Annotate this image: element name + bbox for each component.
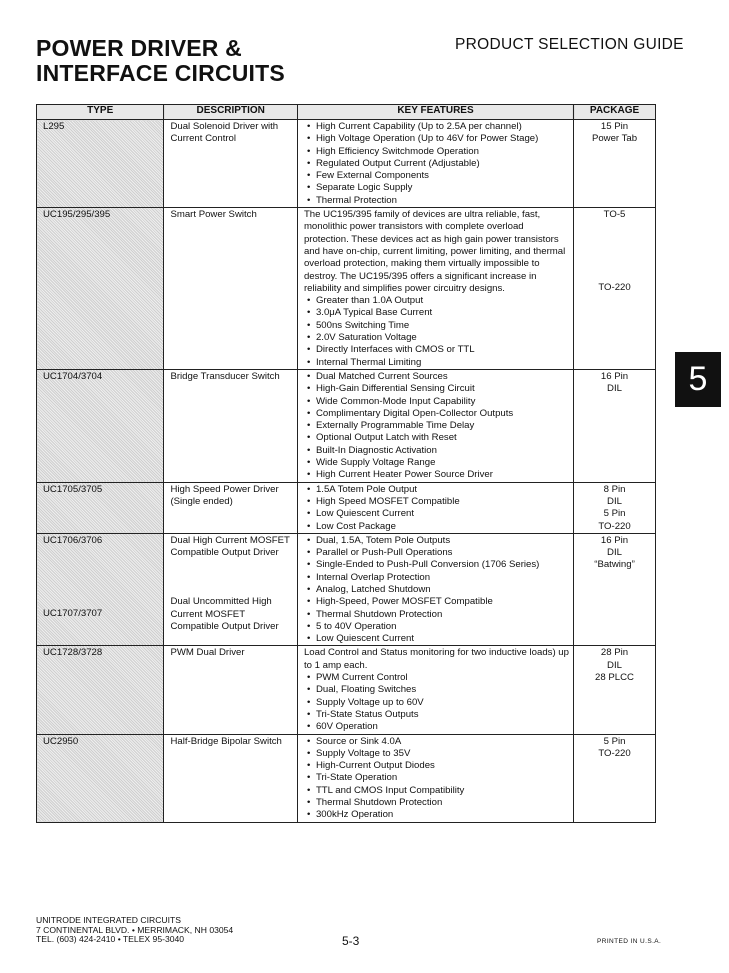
- feature-item: • Few External Components: [304, 170, 569, 182]
- feature-item: • Wide Supply Voltage Range: [304, 457, 569, 469]
- feature-item: • Complimentary Digital Open-Collector Outputs: [304, 408, 569, 420]
- package-cell: [574, 208, 656, 370]
- feature-intro: Load Control and Status monitoring for two inductive loads) up to 1 amp each.: [303, 647, 569, 671]
- description-cell: Half-Bridge Bipolar Switch: [164, 734, 298, 822]
- feature-item: • High Speed MOSFET Compatible: [304, 496, 569, 508]
- feature-item: • Low Quiescent Current: [304, 508, 569, 520]
- feature-item: • High Voltage Operation (Up to 46V for Power Stage): [304, 133, 569, 145]
- feature-item: • High Current Heater Power Source Driver: [304, 469, 569, 481]
- package-line: 16 Pin: [600, 370, 629, 382]
- features-cell: [297, 120, 573, 208]
- table-row: [37, 482, 656, 533]
- header-description: DESCRIPTION: [164, 105, 298, 120]
- type-cell: UC1704/3704: [37, 369, 164, 482]
- feature-item: • Tri-State Status Outputs: [304, 709, 569, 721]
- description-cell: High Speed Power Driver (Single ended): [164, 482, 298, 533]
- type-cell: L295: [37, 120, 164, 208]
- feature-item: • 500ns Switching Time: [304, 320, 569, 332]
- package-line: 16 Pin: [600, 534, 629, 546]
- feature-item: • Analog, Latched Shutdown: [304, 584, 569, 596]
- package-line: TO-220: [598, 520, 631, 532]
- feature-item: • 3.0μA Typical Base Current: [304, 307, 569, 319]
- feature-item: • Externally Programmable Time Delay: [304, 420, 569, 432]
- type-cell: UC195/295/395: [37, 208, 164, 370]
- table-row: [37, 369, 656, 482]
- features-cell: [297, 208, 573, 370]
- feature-item: • Low Quiescent Current: [304, 633, 569, 645]
- features-cell: [297, 646, 573, 734]
- feature-item: • TTL and CMOS Input Compatibility: [304, 785, 569, 797]
- page-title: [36, 36, 285, 86]
- product-selection-table: [36, 104, 656, 823]
- feature-item: • Supply Voltage to 35V: [304, 748, 569, 760]
- feature-item: • High Current Capability (Up to 2.5A per channel): [304, 121, 569, 133]
- package-line: DIL: [607, 495, 622, 507]
- package-line: 28 PLCC: [595, 672, 634, 684]
- type-secondary: UC1707/3707: [43, 608, 103, 620]
- feature-item: • Internal Thermal Limiting: [304, 357, 569, 369]
- description-cell: Dual Solenoid Driver with Current Control: [164, 120, 298, 208]
- feature-item: • Thermal Shutdown Protection: [304, 609, 569, 621]
- description-cell: [164, 533, 298, 646]
- package-line: Power Tab: [591, 133, 638, 145]
- package-line: TO-5: [603, 209, 626, 221]
- footer-company: UNITRODE INTEGRATED CIRCUITS: [36, 915, 181, 925]
- package-line: 28 Pin: [600, 647, 629, 659]
- package-line: 5 Pin: [603, 735, 626, 747]
- feature-item: • Dual, 1.5A, Totem Pole Outputs: [304, 535, 569, 547]
- table-row: [37, 646, 656, 734]
- table-row: [37, 533, 656, 646]
- feature-item: • Dual Matched Current Sources: [304, 371, 569, 383]
- feature-item: • Regulated Output Current (Adjustable): [304, 158, 569, 170]
- feature-item: • Source or Sink 4.0A: [304, 736, 569, 748]
- printed-notice: PRINTED IN U.S.A.: [597, 938, 662, 945]
- feature-item: • Single-Ended to Push-Pull Conversion (1706 Series): [304, 559, 569, 571]
- feature-item: • Wide Common-Mode Input Capability: [304, 396, 569, 408]
- footer-address: 7 CONTINENTAL BLVD. • MERRIMACK, NH 03054: [36, 924, 234, 935]
- header-key-features: KEY FEATURES: [297, 105, 573, 120]
- type-cell: [37, 533, 164, 646]
- feature-item: • Greater than 1.0A Output: [304, 295, 569, 307]
- section-tab: 5: [675, 352, 721, 407]
- type-cell: UC1728/3728: [37, 646, 164, 734]
- feature-item: • Directly Interfaces with CMOS or TTL: [304, 344, 569, 356]
- page-subtitle: PRODUCT SELECTION GUIDE: [455, 36, 684, 53]
- description-secondary: Dual Uncommitted High Current MOSFET Compatible Output Driver: [170, 596, 279, 632]
- title-line-1: POWER DRIVER &: [36, 35, 242, 61]
- page-number: 5-3: [342, 934, 360, 948]
- package-cell: [574, 646, 656, 734]
- package-line: TO-220: [598, 282, 631, 294]
- feature-item: • Parallel or Push-Pull Operations: [304, 547, 569, 559]
- type-cell: UC1705/3705: [37, 482, 164, 533]
- feature-intro: The UC195/395 family of devices are ultra reliable, fast, monolithic power transistors with complete overload protection. These devices act as high gain power transistors and have on-chip, current limiting, power limiting, and thermal overload protection, making them virtually impossible to destroy. The UC195/395 offers a significant increase in reliability and simplifies power circuitry designs.: [303, 209, 566, 294]
- feature-item: • 2.0V Saturation Voltage: [304, 332, 569, 344]
- header-type: TYPE: [37, 105, 164, 120]
- table-row: [37, 120, 656, 208]
- feature-item: • 1.5A Totem Pole Output: [304, 484, 569, 496]
- features-cell: [297, 369, 573, 482]
- feature-item: • High-Speed, Power MOSFET Compatible: [304, 596, 569, 608]
- package-line: TO-220: [598, 747, 631, 759]
- type-primary: UC1706/3706: [43, 534, 103, 546]
- footer-address-block: [36, 916, 233, 945]
- feature-item: • Low Cost Package: [304, 521, 569, 533]
- feature-item: • High-Current Output Diodes: [304, 760, 569, 772]
- feature-item: • Optional Output Latch with Reset: [304, 432, 569, 444]
- description-cell: PWM Dual Driver: [164, 646, 298, 734]
- package-line: DIL: [607, 659, 622, 671]
- package-line: “Batwing”: [594, 559, 635, 571]
- feature-item: • Internal Overlap Protection: [304, 572, 569, 584]
- feature-item: • Thermal Shutdown Protection: [304, 797, 569, 809]
- footer-phone: TEL. (603) 424-2410 • TELEX 95-3040: [36, 934, 185, 945]
- package-line: 8 Pin: [603, 483, 626, 495]
- package-line: 5 Pin: [603, 508, 626, 520]
- description-cell: Smart Power Switch: [164, 208, 298, 370]
- description-primary: Dual High Current MOSFET Compatible Output Driver: [170, 534, 290, 559]
- title-line-2: INTERFACE CIRCUITS: [36, 60, 285, 86]
- table-row: [37, 208, 656, 370]
- package-line: DIL: [607, 383, 622, 395]
- feature-item: • Built-In Diagnostic Activation: [304, 445, 569, 457]
- type-cell: UC2950: [37, 734, 164, 822]
- package-cell: [574, 120, 656, 208]
- feature-item: • 60V Operation: [304, 721, 569, 733]
- package-line: DIL: [607, 547, 622, 559]
- feature-item: • High Efficiency Switchmode Operation: [304, 146, 569, 158]
- feature-item: • Supply Voltage up to 60V: [304, 697, 569, 709]
- package-cell: [574, 533, 656, 646]
- feature-item: • 300kHz Operation: [304, 809, 569, 821]
- description-cell: Bridge Transducer Switch: [164, 369, 298, 482]
- package-cell: [574, 369, 656, 482]
- features-cell: [297, 734, 573, 822]
- package-line: 15 Pin: [600, 121, 629, 132]
- feature-item: • 5 to 40V Operation: [304, 621, 569, 633]
- feature-item: • Separate Logic Supply: [304, 182, 569, 194]
- table-header-row: [37, 105, 656, 120]
- feature-item: • PWM Current Control: [304, 672, 569, 684]
- header-package: PACKAGE: [574, 105, 656, 120]
- table-row: [37, 734, 656, 822]
- features-cell: [297, 533, 573, 646]
- feature-item: • Thermal Protection: [304, 195, 569, 207]
- package-cell: [574, 482, 656, 533]
- package-cell: [574, 734, 656, 822]
- feature-item: • High-Gain Differential Sensing Circuit: [304, 383, 569, 395]
- feature-item: • Tri-State Operation: [304, 772, 569, 784]
- feature-item: • Dual, Floating Switches: [304, 684, 569, 696]
- features-cell: [297, 482, 573, 533]
